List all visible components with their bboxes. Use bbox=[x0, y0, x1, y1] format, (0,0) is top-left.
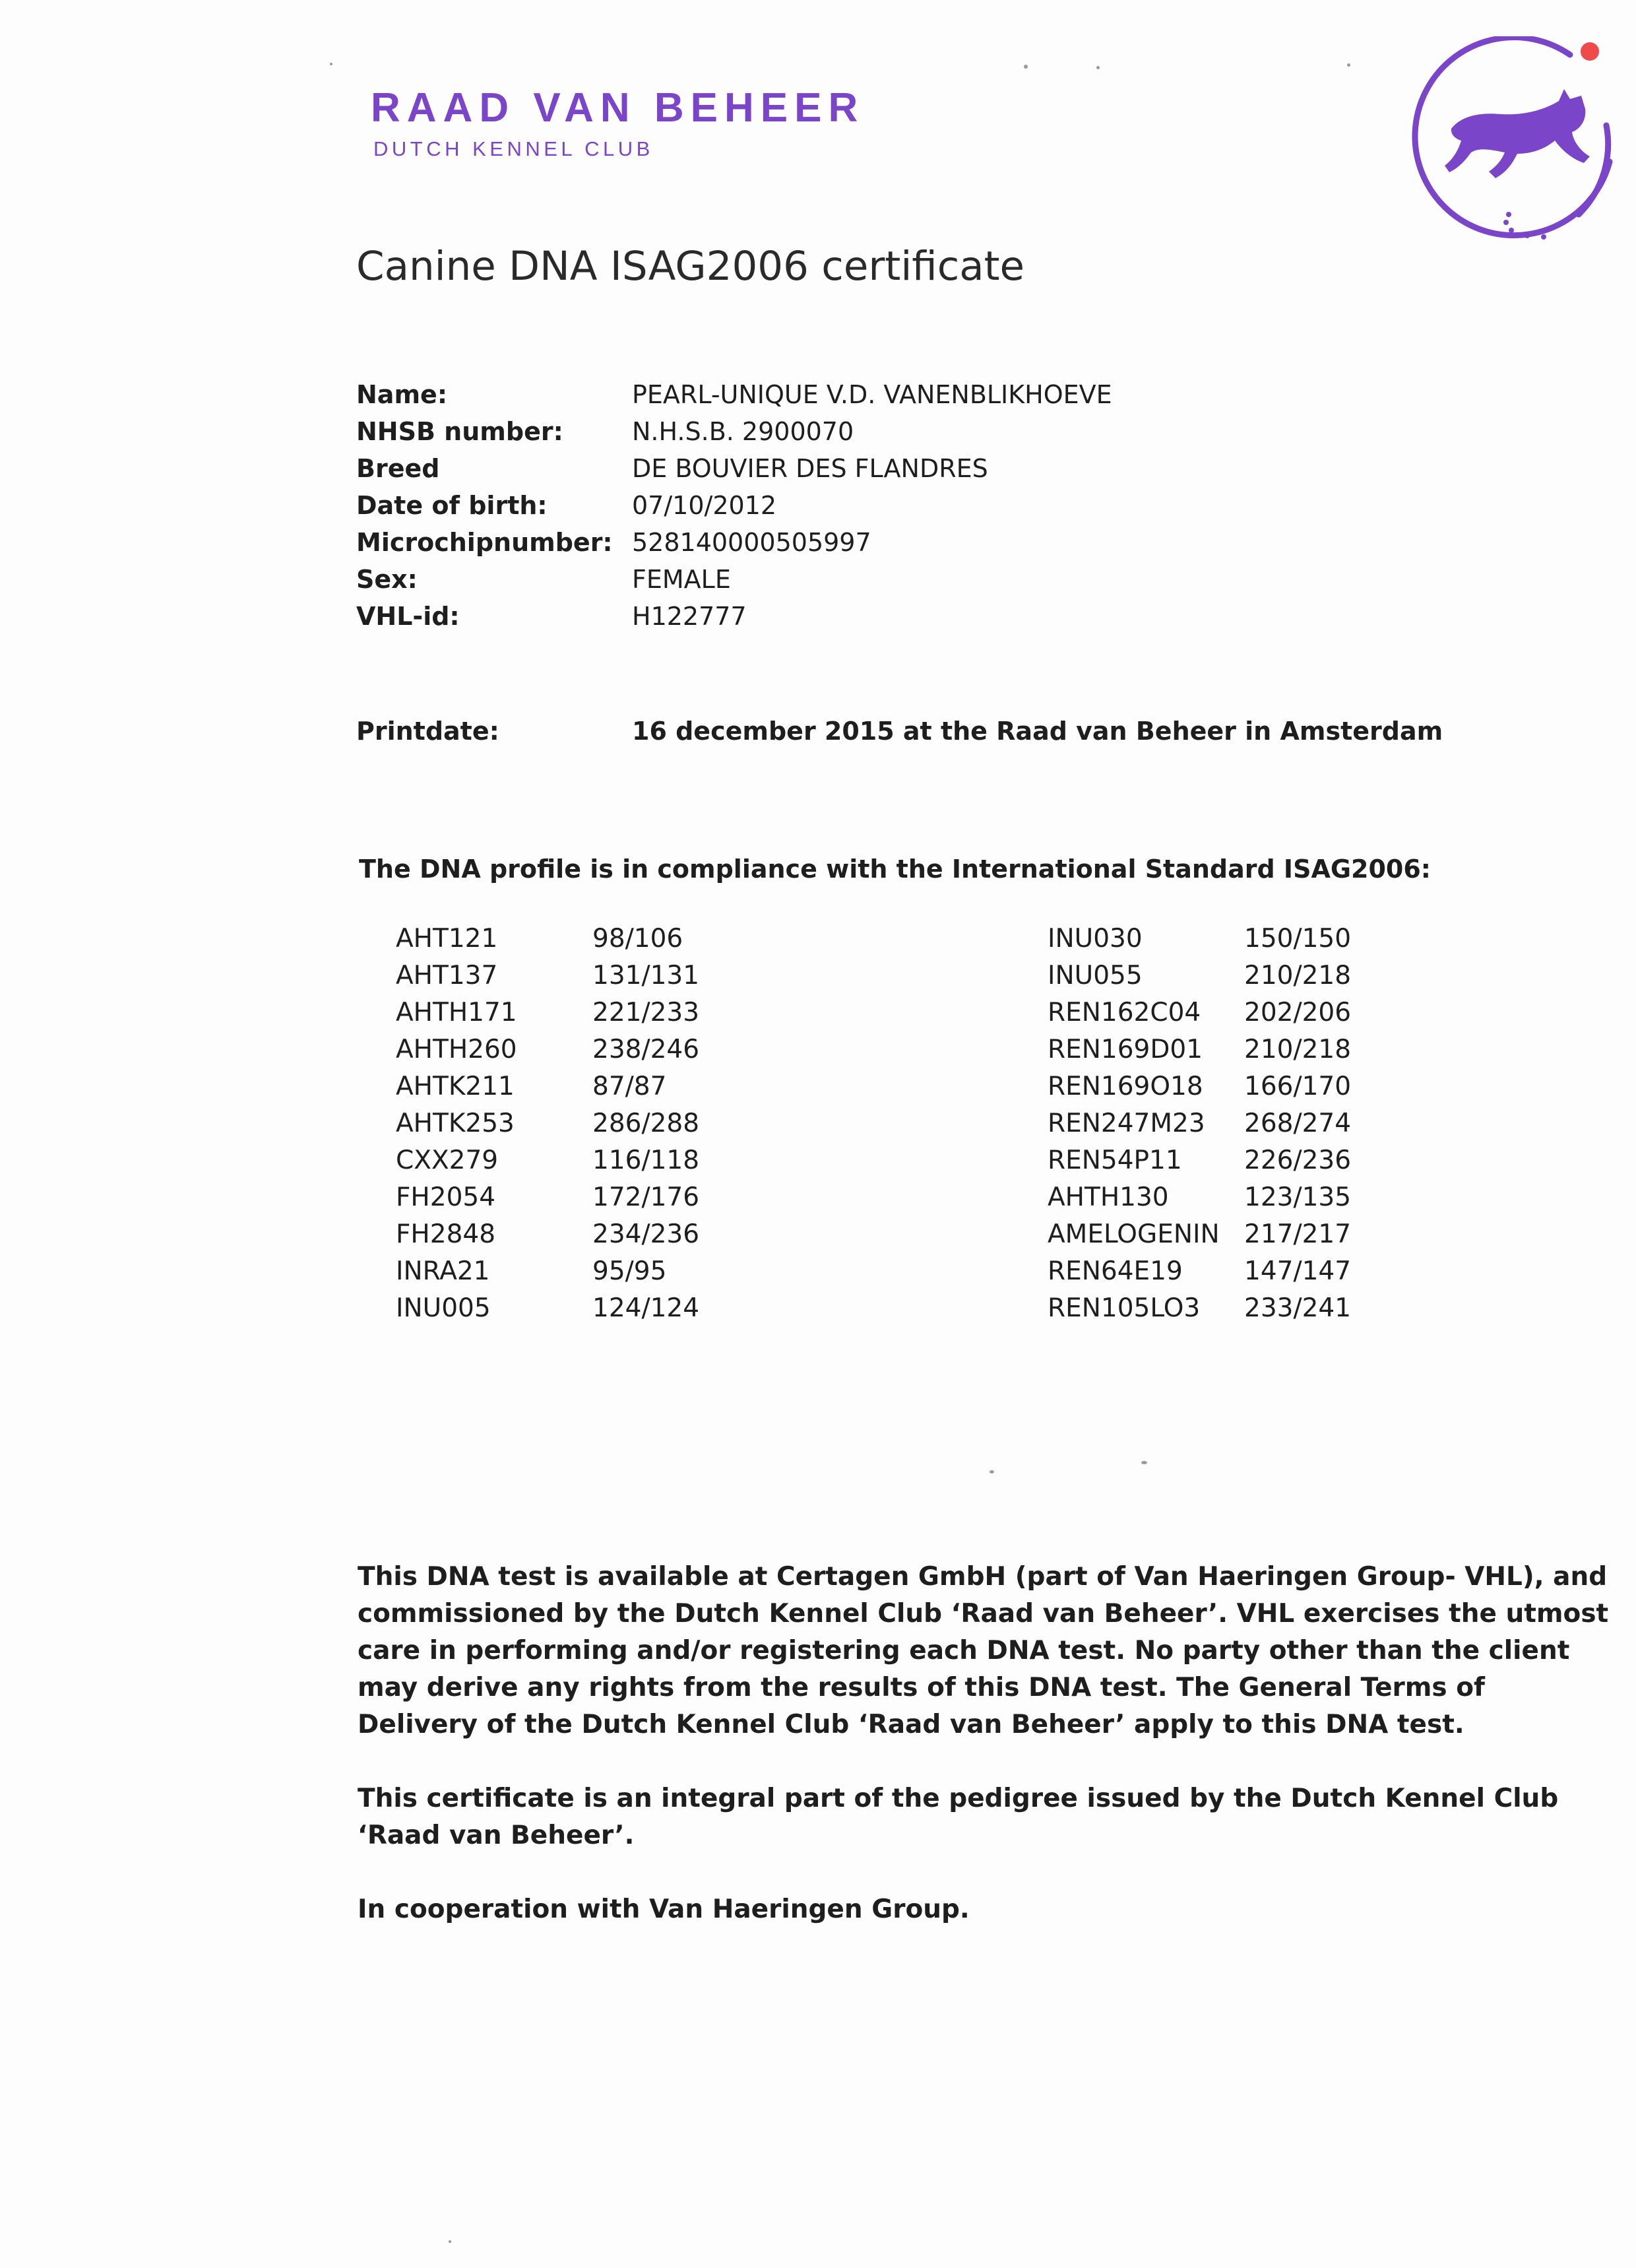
marker-value: 150/150 bbox=[1244, 924, 1352, 954]
marker-name: FH2848 bbox=[396, 1219, 496, 1249]
marker-name: AHT137 bbox=[396, 961, 498, 990]
marker-value: 166/170 bbox=[1244, 1072, 1352, 1101]
marker-value: 172/176 bbox=[592, 1183, 700, 1212]
marker-name: CXX279 bbox=[396, 1146, 499, 1175]
marker-name: REN169D01 bbox=[1048, 1035, 1203, 1064]
marker-value: 95/95 bbox=[592, 1256, 667, 1286]
marker-name: AHTK253 bbox=[396, 1109, 515, 1138]
info-value: PEARL-UNIQUE V.D. VANENBLIKHOEVE bbox=[632, 380, 1112, 409]
marker-value: 226/236 bbox=[1244, 1146, 1352, 1175]
document-title: Canine DNA ISAG2006 certificate bbox=[356, 243, 1025, 290]
brand-title: RAAD VAN BEHEER bbox=[371, 85, 865, 131]
info-label: Breed bbox=[356, 454, 440, 483]
marker-value: 234/236 bbox=[592, 1219, 700, 1249]
marker-name: FH2054 bbox=[396, 1183, 496, 1212]
leaping-dog-logo-icon bbox=[1408, 36, 1626, 254]
scan-speck bbox=[449, 2240, 451, 2243]
marker-value: 286/288 bbox=[592, 1109, 700, 1138]
accent-dot-icon bbox=[1581, 42, 1599, 61]
marker-value: 268/274 bbox=[1244, 1109, 1352, 1138]
brand-subtitle: DUTCH KENNEL CLUB bbox=[373, 137, 654, 160]
marker-value: 233/241 bbox=[1244, 1293, 1352, 1323]
marker-value: 116/118 bbox=[592, 1146, 700, 1175]
info-value: N.H.S.B. 2900070 bbox=[632, 417, 854, 446]
marker-name: AHTK211 bbox=[396, 1072, 515, 1101]
integral-part-paragraph: This certificate is an integral part of the pedigree issued by the Dutch Kennel Club ‘Raad van Beheer’. bbox=[358, 1784, 1559, 1850]
info-value: DE BOUVIER DES FLANDRES bbox=[632, 454, 988, 483]
scan-speck bbox=[1096, 66, 1100, 69]
cooperation-paragraph: In cooperation with Van Haeringen Group. bbox=[358, 1895, 970, 1924]
compliance-statement: The DNA profile is in compliance with the International Standard ISAG2006: bbox=[359, 855, 1432, 884]
scan-speck bbox=[990, 1470, 994, 1474]
disclaimer-paragraph: This DNA test is available at Certagen GmbH (part of Van Haeringen Group- VHL), and commissioned by the Dutch Kennel Club ‘Raad van Beheer’. VHL exercises the utmost care in performing and/or registering each DNA test. No party other than the client may derive any rights from the results of this DNA test. The General Terms of Delivery of the Dutch Kennel Club ‘Raad van Beheer’ apply to this DNA test. bbox=[358, 1562, 1609, 1739]
info-label: Microchipnumber: bbox=[356, 528, 613, 557]
info-value: H122777 bbox=[632, 602, 747, 631]
marker-value: 221/233 bbox=[592, 998, 700, 1027]
scan-speck bbox=[330, 63, 332, 65]
marker-name: AHT121 bbox=[396, 924, 498, 954]
marker-name: AHTH260 bbox=[396, 1035, 517, 1064]
marker-value: 217/217 bbox=[1244, 1219, 1352, 1249]
scan-speck bbox=[1141, 1461, 1147, 1464]
printdate-value: 16 december 2015 at the Raad van Beheer in Amsterdam bbox=[632, 717, 1443, 746]
marker-name: AHTH171 bbox=[396, 998, 517, 1027]
info-label: NHSB number: bbox=[356, 417, 563, 446]
marker-name: REN54P11 bbox=[1048, 1146, 1182, 1175]
info-label: Printdate: bbox=[356, 717, 499, 746]
marker-name: REN105LO3 bbox=[1048, 1293, 1201, 1323]
marker-value: 210/218 bbox=[1244, 961, 1352, 990]
info-value: 07/10/2012 bbox=[632, 491, 777, 520]
info-label: Sex: bbox=[356, 565, 418, 594]
marker-value: 87/87 bbox=[592, 1072, 667, 1101]
marker-name: INU030 bbox=[1048, 924, 1143, 954]
info-label: Date of birth: bbox=[356, 491, 548, 520]
info-label: Name: bbox=[356, 380, 448, 409]
marker-name: REN162C04 bbox=[1048, 998, 1201, 1027]
marker-name: AHTH130 bbox=[1048, 1183, 1169, 1212]
marker-name: AMELOGENIN bbox=[1048, 1219, 1220, 1249]
scan-speck bbox=[1347, 63, 1350, 67]
marker-value: 131/131 bbox=[592, 961, 700, 990]
marker-value: 202/206 bbox=[1244, 998, 1352, 1027]
marker-value: 123/135 bbox=[1244, 1183, 1352, 1212]
marker-name: REN169O18 bbox=[1048, 1072, 1203, 1101]
info-value: FEMALE bbox=[632, 565, 731, 594]
scan-speck bbox=[1024, 65, 1028, 69]
marker-value: 238/246 bbox=[592, 1035, 700, 1064]
marker-value: 98/106 bbox=[592, 924, 683, 954]
info-value: 528140000505997 bbox=[632, 528, 871, 557]
marker-value: 124/124 bbox=[592, 1293, 700, 1323]
info-label: VHL-id: bbox=[356, 602, 460, 631]
marker-value: 147/147 bbox=[1244, 1256, 1352, 1286]
marker-name: REN64E19 bbox=[1048, 1256, 1183, 1286]
marker-name: REN247M23 bbox=[1048, 1109, 1205, 1138]
marker-name: INRA21 bbox=[396, 1256, 490, 1286]
marker-name: INU055 bbox=[1048, 961, 1143, 990]
marker-name: INU005 bbox=[396, 1293, 491, 1323]
marker-value: 210/218 bbox=[1244, 1035, 1352, 1064]
